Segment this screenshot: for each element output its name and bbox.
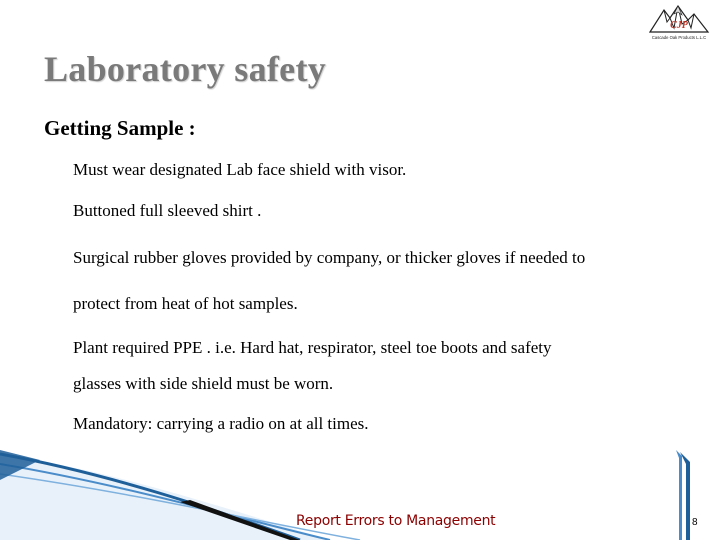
bullet-text-continued: protect from heat of hot samples. (73, 294, 298, 313)
logo-caption: Cascade Oak Products L.L.C (651, 35, 707, 40)
logo-initials: CJP (670, 20, 688, 31)
bullet-text: Surgical rubber gloves provided by company, or thicker gloves if needed to (73, 248, 586, 267)
page-number: 8 (692, 517, 698, 528)
bullet-text: Mandatory: carrying a radio on at all times. (73, 414, 369, 433)
slide-title: Laboratory safety (44, 49, 327, 89)
mountain-logo-icon (648, 2, 710, 44)
bullet-text: Plant required PPE . i.e. Hard hat, respirator, steel toe boots and safety (73, 338, 552, 357)
bullet-text: Must wear designated Lab face shield with visor. (73, 160, 407, 179)
bullet-text-continued: glasses with side shield must be worn. (73, 374, 334, 393)
company-logo (648, 2, 710, 44)
footer-text: Report Errors to Management (296, 513, 496, 529)
slide-subtitle: Getting Sample : (44, 116, 196, 140)
bullet-text: Buttoned full sleeved shirt . (73, 201, 262, 220)
